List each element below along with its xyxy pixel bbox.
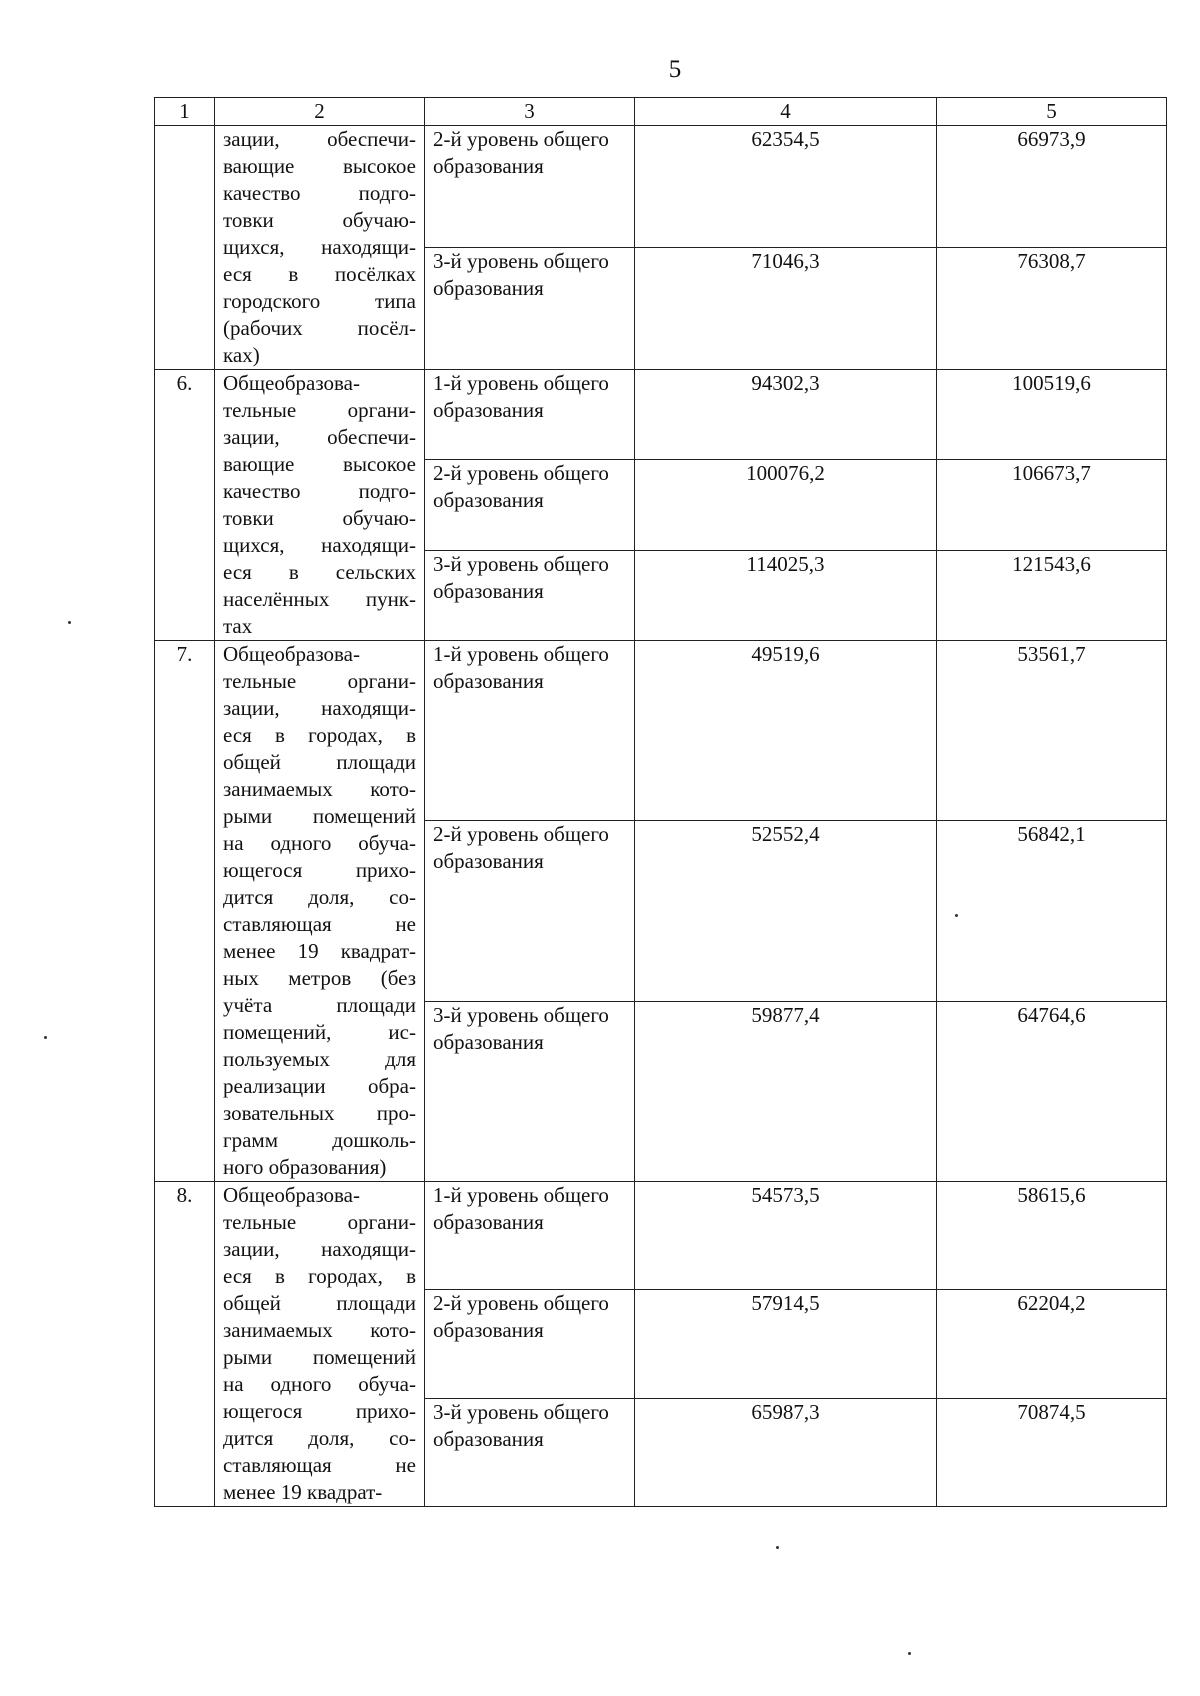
table-row xyxy=(155,370,1167,460)
header-col-3: 3 xyxy=(425,98,635,126)
value-col-5: 106673,7 xyxy=(937,460,1167,550)
description-line: ющегося прихо- xyxy=(223,1399,416,1423)
scan-speck xyxy=(776,1546,779,1549)
description-line: качество подго- xyxy=(223,181,416,205)
value-col-4: 59877,4 xyxy=(635,1001,937,1181)
description-line: ющегося прихо- xyxy=(223,858,416,882)
row-number: 7. xyxy=(155,641,215,1182)
description-line: менее 19 квадрат- xyxy=(223,1480,383,1504)
row-description xyxy=(215,370,425,641)
description-line: грамм дошколь- xyxy=(223,1128,416,1152)
description-line: зовательных про- xyxy=(223,1101,416,1125)
description-line: населённых пунк- xyxy=(223,587,416,611)
row-description xyxy=(215,126,425,370)
value-col-4: 71046,3 xyxy=(635,248,937,370)
value-col-4: 49519,6 xyxy=(635,641,937,821)
scan-speck xyxy=(44,1036,47,1039)
description-line: Общеобразова- xyxy=(223,371,360,395)
description-line: рыми помещений xyxy=(223,1345,416,1369)
value-col-4: 114025,3 xyxy=(635,550,937,640)
header-row xyxy=(155,98,1167,126)
education-level: 2-й уровень общего образования xyxy=(425,126,635,248)
description-line: вающие высокое xyxy=(223,452,416,476)
table-row xyxy=(155,126,1167,248)
description-line: ных метров (без xyxy=(223,966,416,990)
value-col-4: 52552,4 xyxy=(635,821,937,1001)
description-line: рыми помещений xyxy=(223,804,416,828)
value-col-5: 100519,6 xyxy=(937,370,1167,460)
education-level: 3-й уровень общего образования xyxy=(425,1001,635,1181)
description-line: тельные органи- xyxy=(223,1210,416,1234)
value-col-4: 57914,5 xyxy=(635,1290,937,1398)
description-line: ставляющая не xyxy=(223,912,416,936)
header-col-1: 1 xyxy=(155,98,215,126)
education-level: 3-й уровень общего образования xyxy=(425,248,635,370)
description-line: пользуемых для xyxy=(223,1047,416,1071)
description-line: реализации обра- xyxy=(223,1074,416,1098)
description-line: качество подго- xyxy=(223,479,416,503)
value-col-4: 62354,5 xyxy=(635,126,937,248)
row-number: 6. xyxy=(155,370,215,641)
description-line: зации, находящи- xyxy=(223,1237,416,1261)
education-level: 2-й уровень общего образования xyxy=(425,460,635,550)
description-line: еся в сельских xyxy=(223,560,416,584)
description-line: Общеобразова- xyxy=(223,642,360,666)
description-line: на одного обуча- xyxy=(223,831,416,855)
table-row xyxy=(155,1182,1167,1290)
description-line: дится доля, со- xyxy=(223,885,416,909)
education-level: 1-й уровень общего образования xyxy=(425,370,635,460)
description-line: дится доля, со- xyxy=(223,1426,416,1450)
description-line: на одного обуча- xyxy=(223,1372,416,1396)
value-col-5: 70874,5 xyxy=(937,1398,1167,1506)
description-line: еся в городах, в xyxy=(223,723,416,747)
value-col-4: 65987,3 xyxy=(635,1398,937,1506)
description-line: ного образования) xyxy=(223,1155,387,1179)
row-description xyxy=(215,1182,425,1507)
row-number: 8. xyxy=(155,1182,215,1507)
value-col-5: 66973,9 xyxy=(937,126,1167,248)
header-col-5: 5 xyxy=(937,98,1167,126)
description-line: ставляющая не xyxy=(223,1453,416,1477)
table-row xyxy=(155,641,1167,821)
value-col-4: 100076,2 xyxy=(635,460,937,550)
header-col-4: 4 xyxy=(635,98,937,126)
value-col-5: 121543,6 xyxy=(937,550,1167,640)
description-line: тельные органи- xyxy=(223,669,416,693)
value-col-5: 64764,6 xyxy=(937,1001,1167,1181)
description-line: городского типа xyxy=(223,289,416,313)
scan-speck xyxy=(68,621,71,624)
value-col-5: 76308,7 xyxy=(937,248,1167,370)
page-number: 5 xyxy=(668,56,682,83)
description-line: тельные органи- xyxy=(223,398,416,422)
row-number xyxy=(155,126,215,370)
value-col-4: 94302,3 xyxy=(635,370,937,460)
value-col-5: 62204,2 xyxy=(937,1290,1167,1398)
education-level: 2-й уровень общего образования xyxy=(425,821,635,1001)
value-col-5: 56842,1 xyxy=(937,821,1167,1001)
education-level: 3-й уровень общего образования xyxy=(425,1398,635,1506)
description-line: еся в посёлках xyxy=(223,262,416,286)
description-line: товки обучаю- xyxy=(223,208,416,232)
education-level: 2-й уровень общего образования xyxy=(425,1290,635,1398)
value-col-5: 58615,6 xyxy=(937,1182,1167,1290)
value-col-4: 54573,5 xyxy=(635,1182,937,1290)
description-line: помещений, ис- xyxy=(223,1020,416,1044)
education-level: 1-й уровень общего образования xyxy=(425,1182,635,1290)
normatives-table xyxy=(154,97,1167,1507)
description-line: менее 19 квадрат- xyxy=(223,939,416,963)
table-body xyxy=(155,126,1167,1507)
description-line: Общеобразова- xyxy=(223,1183,360,1207)
description-line: вающие высокое xyxy=(223,154,416,178)
description-line: (рабочих посёл- xyxy=(223,316,416,340)
description-line: занимаемых кото- xyxy=(223,777,416,801)
description-line: еся в городах, в xyxy=(223,1264,416,1288)
header-col-2: 2 xyxy=(215,98,425,126)
scan-speck xyxy=(908,1652,911,1655)
description-line: товки обучаю- xyxy=(223,506,416,530)
education-level: 1-й уровень общего образования xyxy=(425,641,635,821)
description-line: щихся, находящи- xyxy=(223,533,416,557)
description-line: учёта площади xyxy=(223,993,416,1017)
description-line: зации, обеспечи- xyxy=(223,425,416,449)
description-line: общей площади xyxy=(223,750,416,774)
description-line: щихся, находящи- xyxy=(223,235,416,259)
scan-speck xyxy=(955,914,958,917)
value-col-5: 53561,7 xyxy=(937,641,1167,821)
row-description xyxy=(215,641,425,1182)
description-line: зации, находящи- xyxy=(223,696,416,720)
description-line: общей площади xyxy=(223,1291,416,1315)
education-level: 3-й уровень общего образования xyxy=(425,550,635,640)
table-header xyxy=(155,98,1167,126)
description-line: ках) xyxy=(223,343,260,367)
description-line: тах xyxy=(223,614,253,638)
description-line: занимаемых кото- xyxy=(223,1318,416,1342)
description-line: зации, обеспечи- xyxy=(223,127,416,151)
